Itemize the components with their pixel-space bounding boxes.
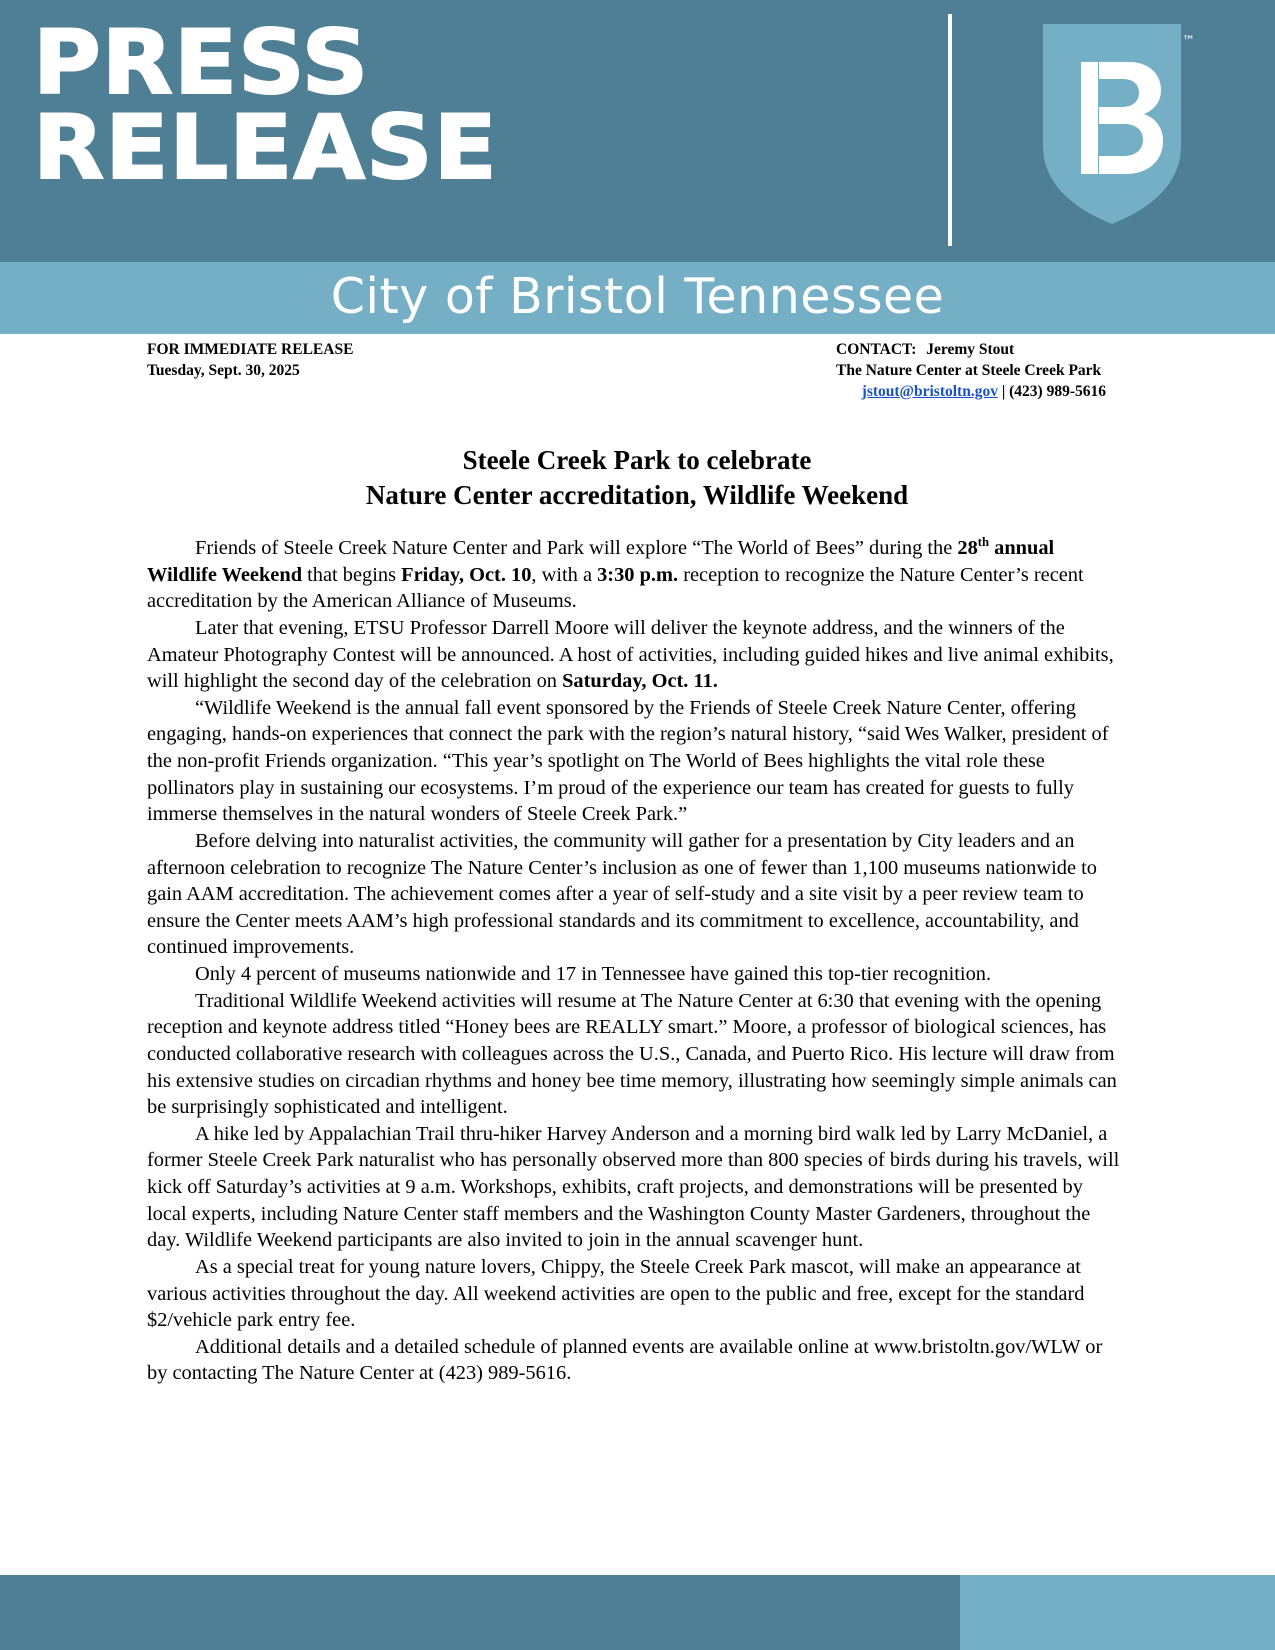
press-release-heading [33,11,653,200]
city-subtitle-band [0,262,1275,334]
p1-text-h: reception to recognize the Nature Center’s recent accreditation by the American Alliance of Museums. [147,563,1084,613]
contact-line [836,340,1236,361]
p1-bold-time: 3:30 p.m. [597,563,679,586]
p1-bold-28: 28 [957,537,978,559]
body-paragraph-3: “Wildlife Weekend is the annual fall event sponsored by the Friends of Steele Creek Nature Center, offering engaging, hands-on experiences that connect the park with the region’s natural history, “said Wes Walker, president of the non-profit Friends organization. “This year’s spotlight on The World of Bees highlights the vital role these pollinators play in sustaining our ecosystems. I’m proud of the experience our team has created for guests to fully immerse themselves in the natural wonders of Steele Creek Park.” [147,696,1109,826]
press-release-body [147,535,1127,1387]
page-title-line1: Steele Creek Park to celebrate [462,445,812,475]
body-paragraph-4: Before delving into naturalist activities, the community will gather for a presentation by City leaders and an afternoon celebration to recognize The Nature Center’s inclusion as one of fewer than 1,100 museums nationwide to gain AAM accreditation. The achievement comes after a year of self-study and a site visit by a peer review team to ensure the Center meets AAM’s high professional standards and its commitment to excellence, accountability, and continued improvements. [147,829,1097,959]
body-paragraph-6: Traditional Wildlife Weekend activities will resume at The Nature Center at 6:30 that evening with the opening reception and keynote address titled “Honey bees are REALLY smart.” Moore, a professor of biological sciences, has conducted collaborative research with colleagues across the U.S., Canada, and Puerto Rico. His lecture will draw from his extensive studies on circadian rhythms and honey bee time memory, illustrating how seemingly simple animals can be surprisingly sophisticated and intelligent. [147,989,1117,1119]
p1-bold-annual: annual Wildlife Weekend [147,537,1055,586]
contact-email-link[interactable]: jstout@bristoltn.gov [861,382,998,400]
p2-bold-saturday: Saturday, Oct. 11. [562,670,718,693]
body-paragraph-9: Additional details and a detailed schedule of planned events are available online at www.bristoltn.gov/WLW or by contacting The Nature Center at (423) 989-5616. [147,1335,1103,1385]
page-title [147,443,1127,513]
footer-band-right [960,1575,1275,1650]
contact-label: CONTACT: [836,341,917,358]
p1-text-a: Friends of Steele Creek Nature Center and Park will explore “The World of Bees” during the [195,537,958,559]
press-release-heading-line1: PRESS [33,11,370,114]
city-subtitle: City of Bristol Tennessee [330,268,945,325]
body-paragraph-1 [147,535,1127,615]
page-title-line2: Nature Center accreditation, Wildlife Weekend [365,480,909,511]
p1-text-f: , with a [531,563,598,586]
release-meta-right [836,340,1236,403]
contact-separator: | [997,382,1010,400]
trademark-symbol: ™ [1182,34,1195,49]
release-meta [0,340,1275,400]
release-meta-left [147,340,353,382]
header-band [0,0,1275,262]
contact-organization: The Nature Center at Steele Creek Park [836,361,1102,379]
p1-text-d: that begins [302,563,402,586]
header-vertical-divider [948,14,952,246]
p1-bold-friday: Friday, Oct. 10 [401,563,532,586]
contact-name: Jeremy Stout [926,341,1015,358]
press-release-heading-line2: RELEASE [33,96,498,200]
contact-phone: (423) 989-5616 [1009,382,1106,400]
contact-email-line [836,382,1106,403]
p2-text-a: Later that evening, ETSU Professor Darrell Moore will deliver the keynote address, and the winners of the Amateur Photography Contest will be announced. A host of activities, including guided hikes and live animal exhibits, will highlight the second day of the celebration on [147,616,1114,693]
p1-superscript-th: th [977,535,990,550]
body-paragraph-5: Only 4 percent of museums nationwide and 17 in Tennessee have gained this top-tier recognition. [195,963,992,985]
release-date: Tuesday, Sept. 30, 2025 [147,361,300,379]
body-paragraph-7: A hike led by Appalachian Trail thru-hiker Harvey Anderson and a morning bird walk led by Larry McDaniel, a former Steele Creek Park naturalist who has personally observed more than 800 species of birds during his travels, will kick off Saturday’s activities at 9 a.m. Workshops, exhibits, craft projects, and demonstrations will be presented by local experts, including Nature Center staff members and the Washington County Master Gardeners, throughout the day. Wildlife Weekend participants are also invited to join in the annual scavenger hunt. [147,1122,1120,1252]
release-status: FOR IMMEDIATE RELEASE [147,341,354,358]
footer-band-left [0,1575,960,1650]
bristol-b-shield-icon [1037,18,1187,230]
body-paragraph-8: As a special treat for young nature lovers, Chippy, the Steele Creek Park mascot, will make an appearance at various activities throughout the day. All weekend activities are open to the public and free, except for the standard $2/vehicle park entry fee. [147,1255,1085,1332]
body-paragraph-2 [147,615,1127,695]
